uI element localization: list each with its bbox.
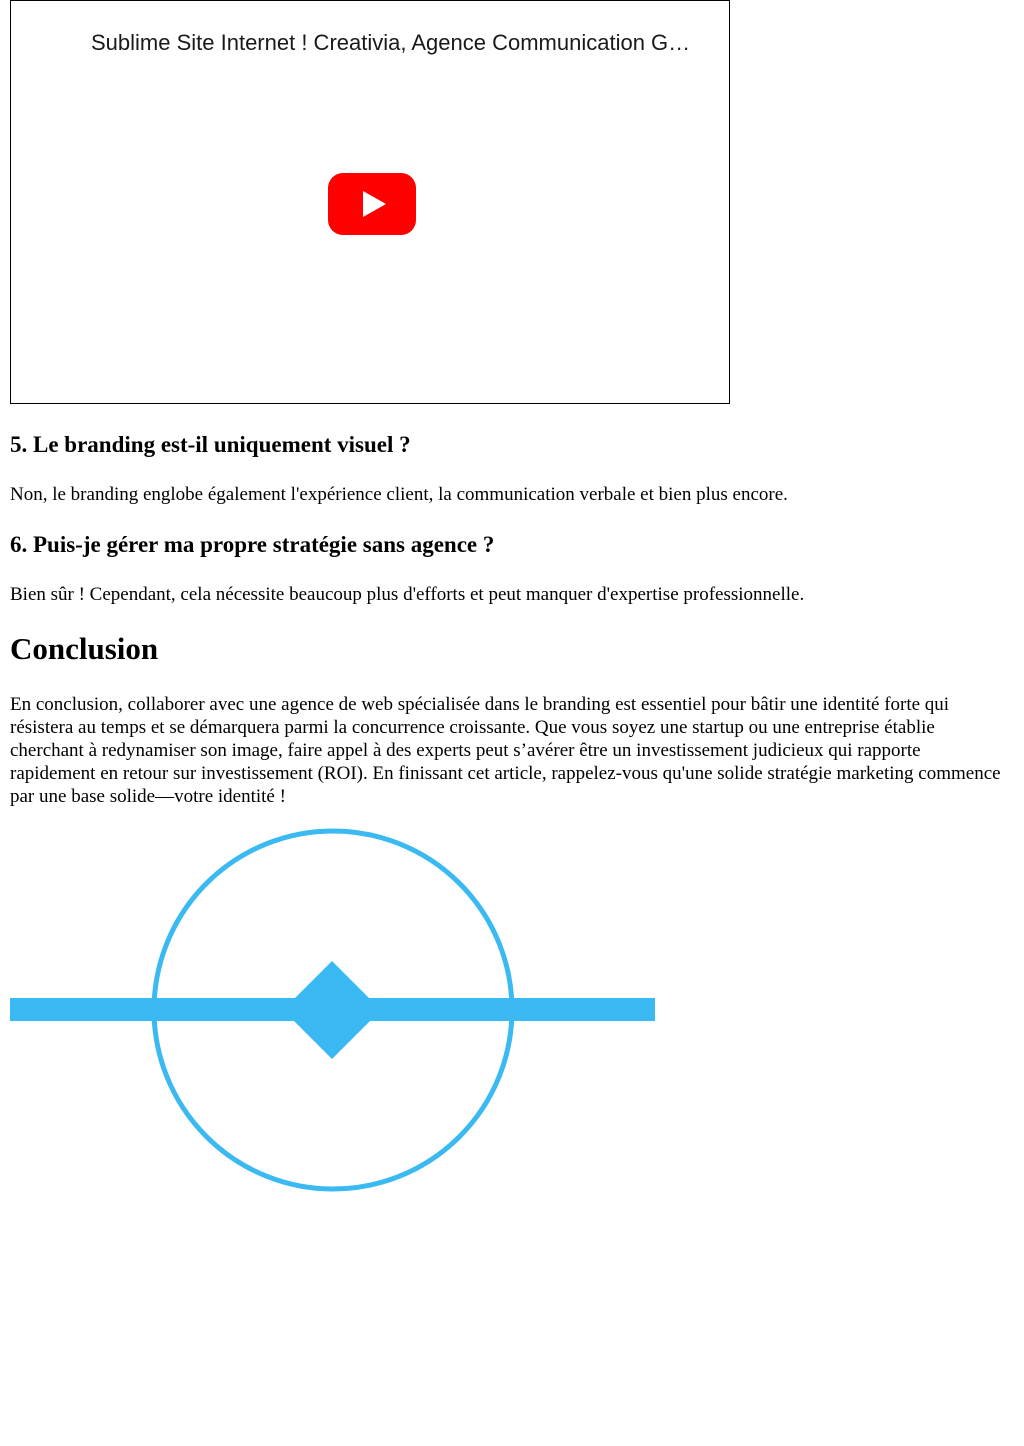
- youtube-play-icon[interactable]: [328, 173, 416, 235]
- video-title[interactable]: Sublime Site Internet ! Creativia, Agence Communication G…: [91, 30, 691, 55]
- faq-question-5: 5. Le branding est-il uniquement visuel ?: [10, 432, 411, 457]
- faq-answer-5: Non, le branding englobe également l'expérience client, la communication verbale et bien plus encore.: [10, 484, 788, 505]
- faq-question-6: 6. Puis-je gérer ma propre stratégie sans agence ?: [10, 532, 495, 557]
- conclusion-heading: Conclusion: [10, 631, 159, 666]
- conclusion-text: En conclusion, collaborer avec une agence de web spécialisée dans le branding est essentiel pour bâtir une identité forte qui résistera au temps et se démarquera parmi la concurrence croissante. Que vous soyez une startup ou une entreprise établie cherchant à redynamiser son image, faire appel à des experts peut s’avérer être un investissement judicieux qui rapporte rapidement en retour sur investissement (ROI). En finissant cet article, rappelez-vous qu'une solide stratégie marketing commence par une base solide—votre identité !: [10, 694, 1001, 807]
- compass-divider-icon: [10, 826, 658, 1194]
- faq-answer-6: Bien sûr ! Cependant, cela nécessite beaucoup plus d'efforts et peut manquer d'expertise professionnelle.: [10, 584, 805, 605]
- video-embed[interactable]: [10, 0, 730, 404]
